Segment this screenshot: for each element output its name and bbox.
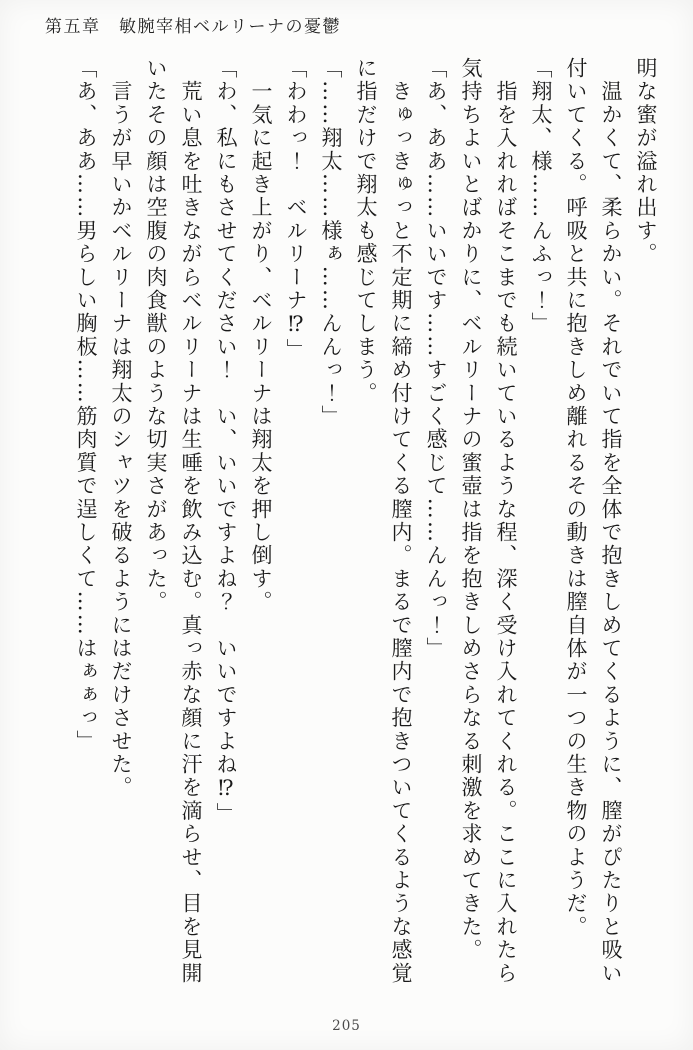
text-column: 荒い息を吐きながらベルリーナは生唾を飲み込む。真っ赤な顔に汗を滴らせ、目を見開 [179,57,203,985]
text-column: に指だけで翔太も感じてしまう。 [354,57,378,405]
text-column: 「……翔太……様ぁ……んんっ！」 [319,57,343,429]
vertical-text-block [68,57,663,993]
text-column: 言うが早いかベルリーナは翔太のシャツを破るようにはだけさせた。 [109,57,133,800]
text-column: 「あ、ああ……男らしい胸板……筋肉質で逞しくて……はぁぁっ」 [74,57,98,753]
text-column: 「わわっ！ ベルリーナ⁉」 [284,57,308,362]
text-column: いたその顔は空腹の肉食獣のような切実さがあった。 [144,57,168,614]
text-column: 一気に起き上がり、ベルリーナは翔太を押し倒す。 [249,57,273,614]
text-column: 明な蜜が溢れ出す。 [634,57,658,266]
text-column: 付いてくる。呼吸と共に抱きしめ離れるその動きは膣自体が一つの生き物のようだ。 [564,57,588,939]
text-column: 気持ちよいとばかりに、ベルリーナの蜜壺は指を抱きしめさらなる刺激を求めてきた。 [459,57,483,962]
text-column: 「翔太、様……んふっ！」 [529,57,553,336]
text-column: 「わ、私にもさせてください！ い、いいですよね？ いいですよね⁉」 [214,57,238,826]
text-column: 温かくて、柔らかい。それでいて指を全体で抱きしめてくるように、膣がぴたりと吸い [599,57,623,985]
text-column: きゅっきゅっと不定期に締め付けてくる膣内。まるで膣内で抱きついてくるような感覚 [389,57,413,985]
text-column: 「あ、ああ……いいです……すごく感じて……んんっ！」 [424,57,448,661]
text-column: 指を入れればそこまでも続いているような程、深く受け入れてくれる。ここに入れたら [494,57,518,985]
page-number: 205 [332,1018,361,1034]
chapter-header: 第五章 敏腕宰相ベルリーナの憂鬱 [45,17,341,37]
